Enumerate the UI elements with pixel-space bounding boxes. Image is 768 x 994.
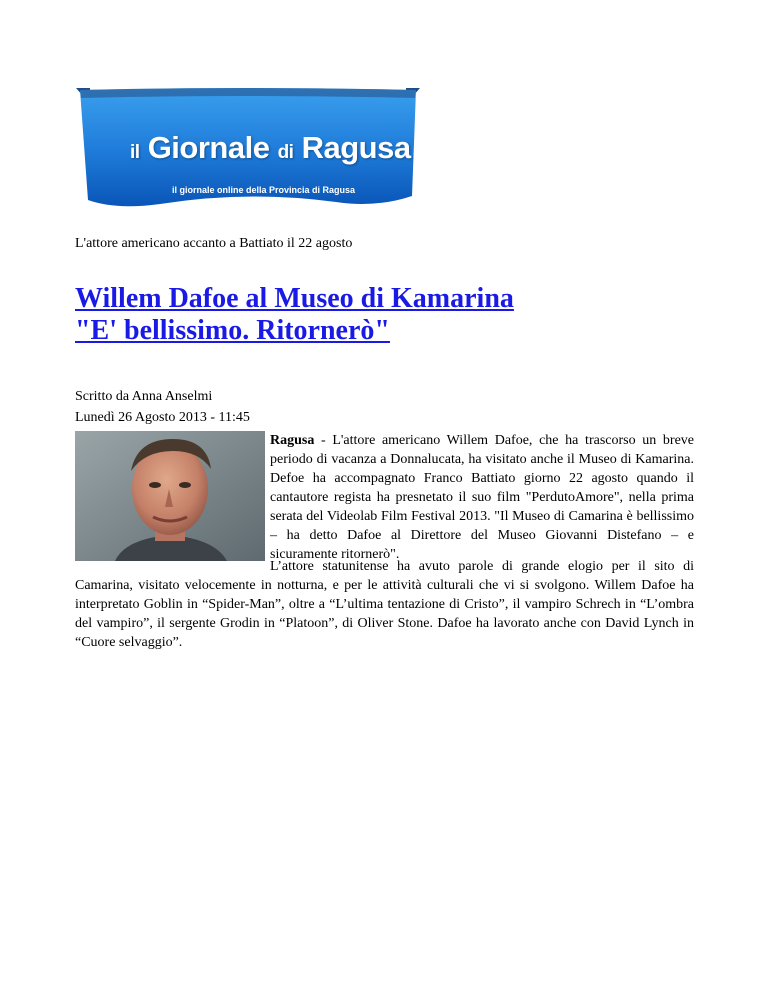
article-dateline: Ragusa (270, 433, 315, 448)
site-logo-banner[interactable] (76, 86, 420, 210)
headline-line-1[interactable]: Willem Dafoe al Museo di Kamarina (75, 283, 514, 314)
article-date: Lunedì 26 Agosto 2013 - 11:45 (75, 410, 250, 425)
article-portrait-photo (75, 431, 265, 561)
banner-title: il Giornale di Ragusa (130, 130, 411, 165)
article-kicker: L'attore americano accanto a Battiato il 22 agosto (75, 236, 353, 251)
headline-line-2[interactable]: "E' bellissimo. Ritornerò" (75, 315, 390, 346)
banner-subtitle: il giornale online della Provincia di Ragusa (172, 185, 356, 195)
portrait-image (75, 431, 265, 561)
article-headline-link[interactable] (75, 283, 695, 347)
paragraph-2-text: L’attore statunitense ha avuto parole di grande elogio per il sito di Camarina, visitato velocemente in notturna, e per le attività culturali che vi si svolgono. Willem Dafoe ha interpretato Goblin in “Spider-Man”, oltre a “L’ultima tentazione di Cristo”, il vampiro Schrech in “L’ombra del vampiro”, il sergente Grodin in “Platoon”, di Oliver Stone. Dafoe ha lavorato anche con David Lynch in “Cuore selvaggio”. (75, 559, 694, 650)
article-paragraph-1 (270, 431, 694, 564)
article-author: Scritto da Anna Anselmi (75, 389, 213, 404)
article-paragraph-2 (75, 557, 694, 652)
paragraph-1-text: - L'attore americano Willem Dafoe, che ha trascorso un breve periodo di vacanza a Donnalucata, ha visitato anche il Museo di Kamarina. Defoe ha accompagnato Franco Battiato giorno 22 agosto quando il cantautore regista ha presnetato il suo film "PerdutoAmore", nella prima serata del Videolab Film Festival 2013. "Il Museo di Camarina è bellissimo – ha detto Dafoe al Direttore del Museo Giovanni Distefano – e sicuramente ritornerò". (270, 433, 694, 562)
